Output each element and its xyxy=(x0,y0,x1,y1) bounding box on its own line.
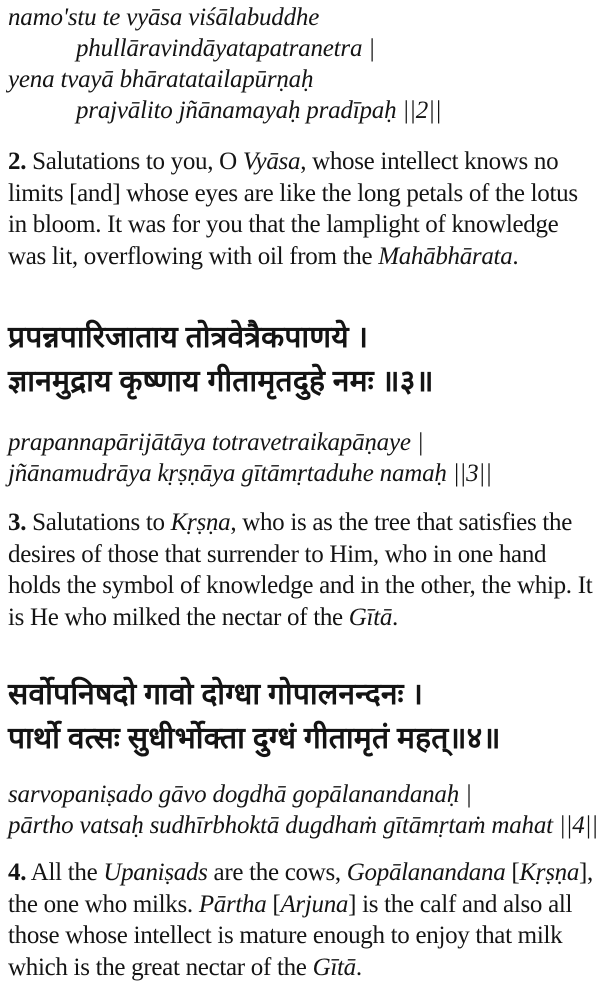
translation-text-segment: 2. xyxy=(8,148,27,175)
transliteration-line: yena tvayā bhāratatailapūrṇaḥ xyxy=(8,66,314,93)
translation-text-segment: All the xyxy=(26,859,104,886)
translation-text-segment: Upaniṣads xyxy=(103,859,208,886)
translation-text-segment: Salutations to you, O xyxy=(26,148,243,175)
verse-2-transliteration xyxy=(8,2,595,126)
translation-text-segment: [ xyxy=(266,890,281,918)
translation-text-segment: ] is the calf and also all those whose intellect is mature enough to enjoy that milk which is the great nectar of the xyxy=(8,890,573,981)
verse-3-devanagari xyxy=(8,316,595,404)
verse-4-translation xyxy=(8,857,595,983)
verse-3-section xyxy=(8,316,595,633)
translation-text-segment: Mahābhārata xyxy=(378,242,513,270)
verse-3-translation xyxy=(8,507,595,633)
verse-4-transliteration xyxy=(8,779,598,841)
translation-text-segment: 3. xyxy=(8,509,27,536)
transliteration-line: prajvālito jñānamayaḥ pradīpaḥ ||2|| xyxy=(76,97,442,124)
transliteration-line: prapannapārijātāya totravetraikapāṇaye | xyxy=(8,429,424,456)
translation-text-segment: Vyāsa xyxy=(242,148,301,175)
translation-text-segment: are the cows, xyxy=(207,859,347,886)
transliteration-line: sarvopaniṣado gāvo dogdhā gopālanandanaḥ | xyxy=(8,781,472,808)
translation-text-segment: Pārtha xyxy=(198,890,267,918)
translation-text-segment: Kṛṣṇa xyxy=(519,859,580,886)
translation-text-segment: , whose intellect knows no limits [and] whose eyes are like the long petals of the lotus in bloom. It was for you that the lamplight of knowledge was lit, overflowing with oil from the xyxy=(8,148,578,270)
verse-2-section xyxy=(8,2,595,272)
translation-text-segment: 4. xyxy=(8,859,27,886)
devanagari-line: प्रपन्नपारिजाताय तोत्रवेत्रैकपाणये । xyxy=(8,321,369,354)
verse-4-devanagari xyxy=(8,673,595,761)
verse-4-section xyxy=(8,673,598,983)
translation-text-segment: Gopālanandana xyxy=(346,859,506,886)
transliteration-line: jñānamudrāya kṛṣṇāya gītāmṛtaduhe namaḥ ||3|| xyxy=(8,460,492,487)
translation-text-segment: , who is as the tree that satisfies the desires of those that surrender to Him, who in one hand holds the symbol of knowledge and in the other, the whip. It is He who milked the nectar of the xyxy=(8,509,593,631)
translation-text-segment: Gītā xyxy=(312,953,356,981)
translation-text-segment: Kṛṣṇa xyxy=(170,509,231,536)
translation-text-segment: . xyxy=(355,953,362,981)
devanagari-line: ज्ञानमुद्राय कृष्णाय गीतामृतदुहे नमः ॥३॥ xyxy=(8,365,434,398)
verse-3-transliteration xyxy=(8,427,595,489)
transliteration-line: namo'stu te vyāsa viśālabuddhe xyxy=(8,4,320,31)
translation-text-segment: ], the one who milks. xyxy=(8,859,594,918)
transliteration-line: phullāravindāyatapatranetra | xyxy=(76,35,375,62)
transliteration-line: pārtho vatsaḥ sudhīrbhoktā dugdhaṁ gītāmṛtaṁ mahat ||4|| xyxy=(8,812,598,839)
translation-text-segment: [ xyxy=(505,859,520,886)
verse-2-translation xyxy=(8,146,595,272)
devanagari-line: सर्वोपनिषदो गावो दोग्धा गोपालनन्दनः । xyxy=(8,678,424,711)
translation-text-segment: . xyxy=(392,603,398,631)
translation-text-segment: Arjuna xyxy=(280,890,349,918)
translation-text-segment: Salutations to xyxy=(26,509,171,536)
devanagari-line: पार्थो वत्सः सुधीर्भोक्ता दुग्धं गीतामृतं महत्॥४॥ xyxy=(8,722,501,755)
translation-text-segment: . xyxy=(512,242,519,270)
translation-text-segment: Gītā xyxy=(348,603,393,631)
